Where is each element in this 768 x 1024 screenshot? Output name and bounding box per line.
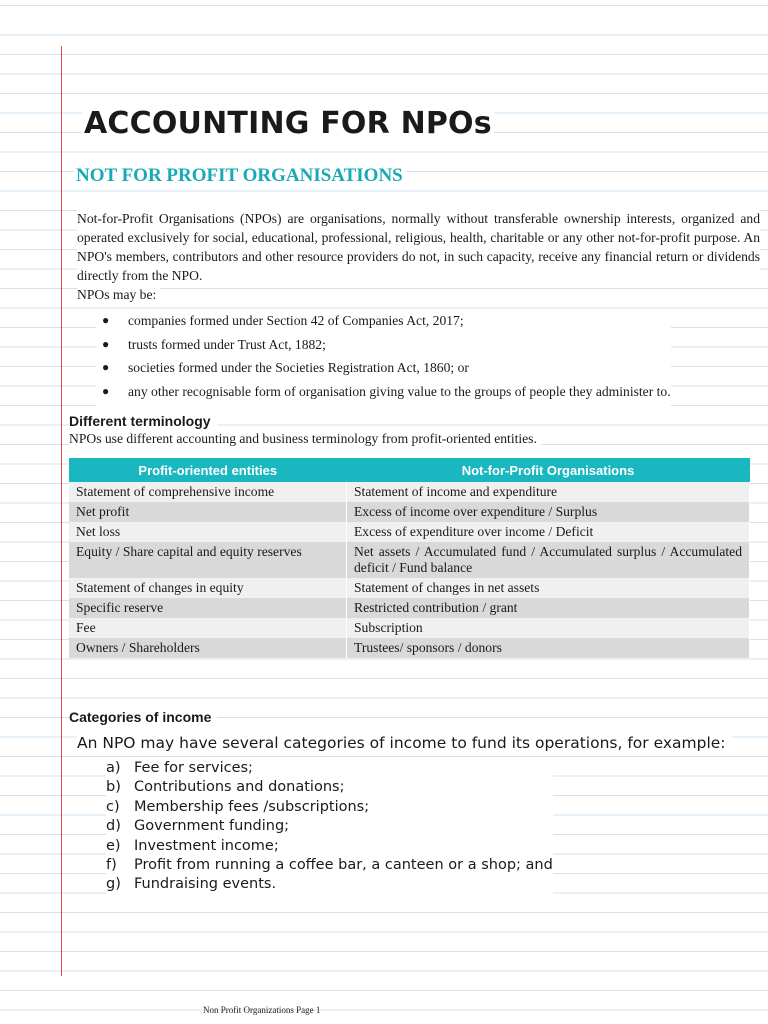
- income-heading: Categories of income: [69, 709, 217, 725]
- table-cell: Equity / Share capital and equity reserves: [69, 542, 347, 578]
- list-marker: f): [106, 856, 117, 873]
- table-row: [69, 638, 750, 658]
- table-cell: Statement of income and expenditure: [347, 482, 750, 502]
- table-cell: Net profit: [69, 502, 347, 522]
- bullet-icon: ●: [102, 336, 110, 351]
- list-item-text: trusts formed under Trust Act, 1882;: [128, 336, 326, 352]
- page-title: ACCOUNTING FOR NPOs: [84, 106, 492, 141]
- list-marker: b): [106, 779, 121, 796]
- table-cell: Statement of changes in net assets: [347, 578, 750, 598]
- list-marker: g): [106, 876, 121, 893]
- table-cell: Specific reserve: [69, 598, 347, 618]
- list-marker: a): [106, 760, 121, 776]
- terminology-table: [69, 458, 750, 658]
- list-item-text: companies formed under Section 42 of Companies Act, 2017;: [128, 313, 464, 328]
- bullet-icon: ●: [102, 383, 110, 398]
- page-footer: Non Profit Organizations Page 1: [203, 1005, 321, 1015]
- npo-forms-list: [96, 313, 671, 407]
- list-item: [106, 876, 553, 895]
- list-item: [96, 313, 671, 337]
- table-cell: Owners / Shareholders: [69, 638, 347, 658]
- list-item-text: societies formed under the Societies Registration Act, 1860; or: [128, 360, 469, 375]
- table-cell: Excess of expenditure over income / Deficit: [347, 522, 750, 542]
- column-header: Profit-oriented entities: [69, 458, 347, 482]
- list-item-text: Fee for services;: [134, 760, 253, 776]
- table-cell: Statement of changes in equity: [69, 578, 347, 598]
- list-item: [106, 818, 553, 837]
- npos-may-be-label: NPOs may be:: [77, 287, 160, 303]
- list-item: [106, 760, 553, 779]
- table-cell: Net assets / Accumulated fund / Accumulated surplus / Accumulated deficit / Fund balance: [347, 542, 750, 578]
- list-item-text: Fundraising events.: [134, 876, 277, 893]
- list-item: [106, 857, 553, 876]
- list-item: [96, 384, 671, 408]
- table-row: [69, 502, 750, 522]
- table-header-row: [69, 458, 750, 482]
- list-item-text: any other recognisable form of organisation giving value to the groups of people they administer to.: [128, 383, 671, 399]
- section-subtitle: NOT FOR PROFIT ORGANISATIONS: [76, 165, 403, 186]
- list-item-text: Profit from running a coffee bar, a canteen or a shop; and: [134, 856, 553, 873]
- table-row: [69, 618, 750, 638]
- table-row: [69, 482, 750, 502]
- list-item: [96, 337, 671, 361]
- income-intro: An NPO may have several categories of income to fund its operations, for example:: [77, 734, 732, 752]
- bullet-icon: ●: [102, 313, 110, 327]
- table-cell: Trustees/ sponsors / donors: [347, 638, 750, 658]
- list-item: [106, 799, 553, 818]
- column-header: Not-for-Profit Organisations: [347, 458, 750, 482]
- list-item-text: Membership fees /subscriptions;: [134, 798, 370, 815]
- table-cell: Subscription: [347, 618, 750, 638]
- terminology-text: NPOs use different accounting and business terminology from profit-oriented entities.: [69, 431, 541, 447]
- list-item-text: Government funding;: [134, 818, 290, 835]
- list-item-text: Investment income;: [134, 837, 279, 854]
- intro-paragraph: Not-for-Profit Organisations (NPOs) are organisations, normally without transferable ownership interests, organized and operated exclusively for social, educational, professional, religious, health, charitable or any other not-for-profit purpose. An NPO's members, contributors and other resource providers do not, in such capacity, receive any financial return or dividends directly from the NPO.: [77, 211, 760, 283]
- table-cell: Excess of income over expenditure / Surplus: [347, 502, 750, 522]
- list-item: [106, 838, 553, 857]
- table-cell: Restricted contribution / grant: [347, 598, 750, 618]
- table-row: [69, 542, 750, 578]
- table-cell: Statement of comprehensive income: [69, 482, 347, 502]
- income-categories-list: [106, 760, 553, 896]
- table-cell: Fee: [69, 618, 347, 638]
- list-marker: c): [106, 798, 120, 815]
- list-marker: e): [106, 837, 121, 854]
- table-row: [69, 578, 750, 598]
- terminology-heading: Different terminology: [69, 413, 217, 429]
- list-marker: d): [106, 818, 121, 835]
- table-row: [69, 598, 750, 618]
- table-cell: Net loss: [69, 522, 347, 542]
- list-item: [106, 779, 553, 798]
- table-row: [69, 522, 750, 542]
- list-item: [96, 360, 671, 384]
- list-item-text: Contributions and donations;: [134, 779, 345, 796]
- bullet-icon: ●: [102, 360, 110, 374]
